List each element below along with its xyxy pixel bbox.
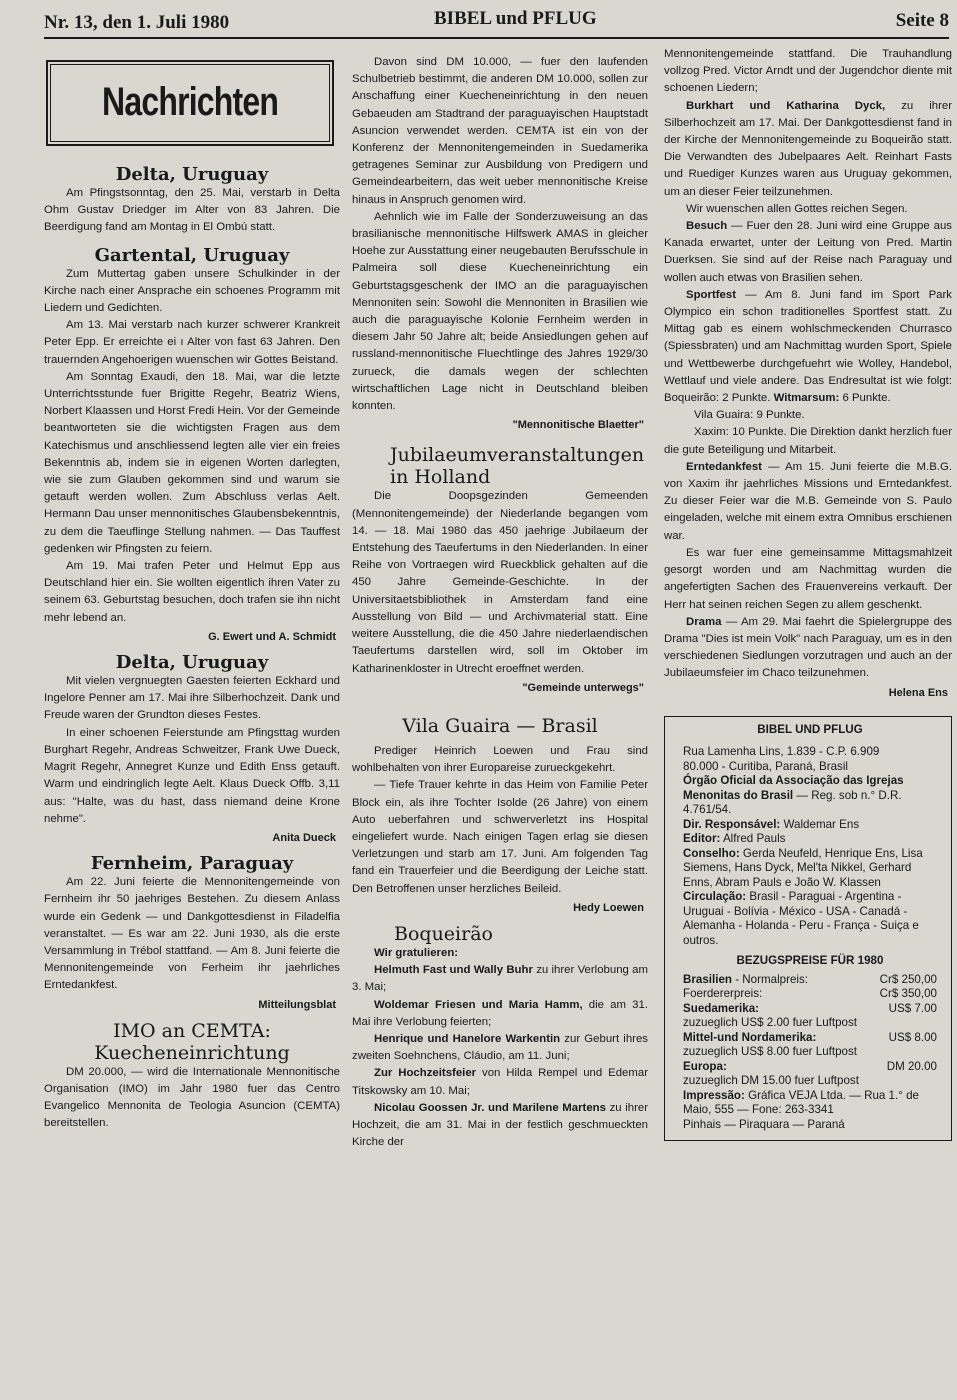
printer-label: Impressão: xyxy=(683,1088,745,1102)
article-signature: "Gemeinde unterwegs" xyxy=(522,681,644,694)
article-paragraph xyxy=(352,945,648,962)
price-value: Cr$ 250,00 xyxy=(879,972,937,986)
price-note: zuzueglich US$ 2.00 fuer Luftpost xyxy=(683,1016,858,1030)
article-paragraph xyxy=(664,614,952,683)
article-paragraph xyxy=(664,287,952,407)
article-paragraph xyxy=(664,218,952,287)
paragraph-text: 6 Punkte. xyxy=(839,392,891,405)
impressum-address: 80.000 - Curitiba, Paraná, Brasil xyxy=(683,759,848,773)
article-paragraph xyxy=(352,1100,648,1152)
article-title: Boqueirão xyxy=(394,922,493,945)
circulation-list: Brasil - Paraguai - Argentina - Uruguai - Bolívia - México - USA - Canadá - Alemanha - Holanda - Peru - França - Suiça e outros. xyxy=(683,890,919,947)
price-row xyxy=(683,973,937,988)
section-headline-box xyxy=(46,60,334,146)
price-value: Cr$ 350,00 xyxy=(879,987,937,1001)
article-signature: Hedy Loewen xyxy=(573,901,644,914)
director-name: Waldemar Ens xyxy=(780,817,860,831)
article-paragraph: Am 19. Mai trafen Peter und Helmut Epp aus Deutschland hier ein. Sie wollten eigentlich ihren Vater zu seinem 63. Geburtstag besuchen, doch trafen sie ihn nicht mehr lebend an. xyxy=(44,560,340,624)
article-paragraph: Am 13. Mai verstarb nach kurzer schwerer Krankreit Peter Epp. Er erreichte ei ı Alter von fast 63 Jahren. Den trauernden Angehoerigen wuenschen wir Gottes Beistand. xyxy=(44,319,340,366)
article-title: Delta, Uruguay xyxy=(115,164,269,185)
article-paragraph: Prediger Heinrich Loewen und Frau sind wohlbehalten von ihrer Europareise zurueckgekehrt. xyxy=(352,744,648,775)
article-title: Kuecheneinrichtung xyxy=(94,1041,290,1064)
price-row xyxy=(683,1031,937,1046)
column-1 xyxy=(44,50,340,1133)
congrats-names: Helmuth Fast und Wally Buhr xyxy=(374,964,533,977)
price-label: Mittel-und Nordamerika: xyxy=(683,1030,817,1044)
article-paragraph xyxy=(352,962,648,996)
article-signature: Helena Ens xyxy=(888,686,948,699)
paragraph-text: — Fuer den 28. Juni wird eine Gruppe aus Kanada erwartet, unter der Leitung von Pred. Martin Duerksen. Sie sind auf der Reise nach Paraguay und wollen auch etwas von Brasilien sehen. xyxy=(664,220,952,284)
organ-text: — Reg. sob n.° D.R. 4.761/54. xyxy=(683,788,902,817)
article-paragraph xyxy=(352,1065,648,1099)
congrats-names: Zur Hochzeitsfeier xyxy=(374,1067,477,1080)
article-title: Delta, Uruguay xyxy=(115,652,269,674)
article-paragraph: Vila Guaira: 9 Punkte. xyxy=(694,409,805,422)
director-label: Dir. Responsável: xyxy=(683,817,781,831)
issue-number: Nr. 13, den 1. Juli 1980 xyxy=(44,12,230,33)
price-note: zuzueglich DM 15.00 fuer Luftpost xyxy=(683,1074,859,1088)
congrats-text: von Hilda Rempel und Edemar Titskowsky am 10. Mai; xyxy=(352,1067,649,1097)
price-label: Brasilien xyxy=(683,972,732,986)
congrats-label: Wir gratulieren: xyxy=(374,946,459,959)
article-title: Gartental, Uruguay xyxy=(94,244,290,266)
price-row xyxy=(683,1002,937,1017)
impressum-address: Rua Lamenha Lins, 1.839 - C.P. 6.909 xyxy=(683,745,880,759)
impressum-box xyxy=(664,716,952,1142)
price-value: DM 20.00 xyxy=(886,1059,937,1073)
impressum-organ xyxy=(683,774,937,818)
article-title: in Holland xyxy=(390,466,491,489)
article-paragraph: Es war fuer eine gemeinsamme Mittagsmahlzeit gesorgt worden und am Nachmittag wurden die angefertigten Sachen des Frauenvereins verkauft. Der Herr hat seinen reichen Segen zu allem geschenkt. xyxy=(664,546,952,611)
circulation-label: Circulação: xyxy=(683,890,747,904)
article-title: Fernheim, Paraguay xyxy=(90,853,294,875)
article-paragraph: Mennonitengemeinde stattfand. Die Trauhandlung vollzog Pred. Victor Arndt und der Jugendchor diente mit schoenen Liedern; xyxy=(664,48,952,95)
impressum-printer-location: Pinhais — Piraquara — Paraná xyxy=(683,1117,845,1131)
article-paragraph: DM 20.000, — wird die Internationale Mennonitische Organisation (IMO) im Jahr 1980 fuer das Centro Evangelico Mennonita de Teologia Asuncion (CEMTA) bereitstellen. xyxy=(44,1065,340,1130)
article-title: Jubilaeumveranstaltungen xyxy=(390,444,645,467)
price-value: US$ 7.00 xyxy=(888,1001,937,1015)
congrats-names: Woldemar Friesen und Maria Hamm, xyxy=(374,998,583,1011)
newspaper-title: BIBEL und PFLUG xyxy=(434,8,597,29)
article-paragraph: Am 22. Juni feierte die Mennonitengemeinde von Fernheim ihr 50 jaehriges Bestehen. Zu diesem Anlass wurde ein Gedenk — und Dankgottesdienst in Filadelfia veranstaltet. — Es war am 22. Juni 1930, als die erste Versammlung in Trébol stattfand. — Am 8. Juni feierte die Mennonitengemeinde von Ferheim ihr jaehrliches Erntedankfest. xyxy=(44,876,340,992)
page-header xyxy=(44,8,949,38)
price-note: zuzueglich US$ 8.00 fuer Luftpost xyxy=(683,1045,858,1059)
organ-label: Órgão Oficial da Associação das Igrejas Menonitas do Brasil xyxy=(683,774,904,802)
impressum-editor xyxy=(683,832,937,847)
bold-lead: Witmarsum: xyxy=(773,392,840,405)
paragraph-text: — Am 29. Mai faehrt die Spielergruppe des Drama "Dies ist mein Volk" nach Paraguay, um es in den verschiedenen Siedlungen vorzutragen und auch an der Jubilaeumsfeier im Chaco teilzunehmen. xyxy=(664,615,952,680)
bold-lead: Erntedankfest xyxy=(686,460,762,473)
council-names: Gerda Neufeld, Henrique Ens, Lisa Siemens, Hans Dyck, Mel'ta Nikkel, Gerhard Enns, Abram Pauls e João W. Klassen xyxy=(683,846,923,889)
article-paragraph: Wir wuenschen allen Gottes reichen Segen. xyxy=(686,202,908,215)
congrats-text: zu ihrer Verlobung am 3. Mai; xyxy=(352,964,648,994)
article-paragraph xyxy=(352,1031,648,1065)
congrats-names: Nicolau Goossen Jr. und Marilene Martens xyxy=(374,1101,606,1114)
article-signature: G. Ewert und A. Schmidt xyxy=(208,630,336,643)
price-label: - Normalpreis: xyxy=(731,972,809,986)
paragraph-text: zu ihrer Silberhochzeit am 17. Mai. Der Dankgottesdienst fand in der Kirche der Mennonitengemeinde zu Boqueirão statt. Die Verwandten des Jubelpaares Aelt. Reinhart Fasts und Ruediger Kunzes waren aus Uruguay gekommen, um an dieser Feier teilzunehmen. xyxy=(664,99,952,198)
price-label: Suedamerika: xyxy=(683,1001,760,1015)
article-signature: Anita Dueck xyxy=(272,831,336,844)
article-paragraph xyxy=(664,459,952,545)
congrats-names: Henrique und Hanelore Warkentin xyxy=(374,1032,561,1045)
article-paragraph: Davon sind DM 10.000, — fuer den laufenden Schulbetrieb bestimmt, die anderen DM 10.000, sollen zur Anschaffung einer Kuecheneinrichtung in den neuen Gebaeuden am Stadtrand der paraguayischen Hauptstadt Asuncion verwendet werden. CEMTA ist ein von der Konferenz der Mennonitengemeinden in Suedamerika getragenes Seminar zur Ausbildung von Predigern und Gemeindearbeitern, das weit ueber mennonitische Kreise hinaus in Anspruch genomen wird. xyxy=(352,56,648,206)
article-paragraph xyxy=(352,997,648,1031)
price-label: Europa: xyxy=(683,1059,727,1073)
article-paragraph: Am Sonntag Exaudi, den 18. Mai, war die letzte Unterrichtsstunde fuer Brigitte Regehr, Beatriz Wiens, Norbert Klaassen und Horst Fredi Hein. Vor der Gemeinde beantworteten sie die wichtigsten Fragen aus dem Katechismus und anschliessend legten alle vier ein freies Bekenntnis ab, indem sie in eigenen Worten darlegten, wie sie zum Glauben gekommen sind und warum sie getauft werden wollen. Zum Abschluss verlas Aelt. Hermann Dau unser mennonitisches Glaubensbekenntnis, zu dem die Taeuflinge Stellung nahmen. — Das Tauffest gedenken wir Pfingsten zu feiern. xyxy=(44,370,340,555)
header-rule xyxy=(44,37,949,39)
impressum-circulation xyxy=(683,890,937,948)
column-3 xyxy=(664,46,952,1141)
congrats-text: zu ihrer Hochzeit, die am 31. Mai in der festlich geschmueckten Kirche der xyxy=(352,1101,648,1149)
congrats-text: die am 31. Mai ihre Verlobung feierten; xyxy=(352,998,648,1028)
price-row xyxy=(683,1060,937,1075)
price-row xyxy=(683,987,937,1002)
article-paragraph: Die Doopsgezinden Gemeenden (Mennonitengemeinde) der Niederlande begangen vom 14. — 18. Mai 1980 das 450 jaehrige Jubilaeum der Entstehung des Taeufertums in den Niederlanden. In einer Reihe von Vortraegen wird Rueckblick gehalten auf die 450 Jahre Gemeinde-Geschichte. In der Universitaetsbibliothek in Amsterdam fand eine Ausstellung von Bild — und Archivmaterial statt. Eine weitere Ausstellung, die die 450 Jahre niederlaendischen Taeufertums darstellen wird, soll im Oktober im Katharinenkloster in Utrecht eroeffnet werden. xyxy=(352,490,648,675)
paragraph-text: — Am 15. Juni feierte die M.B.G. von Xaxim ihr jaehrliches Missions und Erntedankfest. Zu dieser Feier war die M.B. Gemeinde von S. Paulo eingeladen, welche mit einem extra Omnibus erschienen war. xyxy=(664,460,952,542)
editor-label: Editor: xyxy=(683,832,721,846)
article-paragraph: Xaxim: 10 Punkte. Die Direktion dankt herzlich fuer die gute Beteiligung und Mitarbeit. xyxy=(664,426,952,456)
article-paragraph: — Tiefe Trauer kehrte in das Heim von Familie Peter Block ein, als ihre Tochter Isolde (26 Jahre) von einem Auto ueberfahren und schwerverletzt ins Hospital eingeliefert wurde. Nach einigen Tagen erlag sie diesen Verletzungen und starb am 17. Juni. Am folgenden Tag fand ein Trauerfeier und die Beerdigung der Leiche statt. Den Betroffenen unser herzliches Beileid. xyxy=(352,779,648,895)
impressum-title: BIBEL UND PFLUG xyxy=(757,722,863,736)
section-headline: Nachrichten xyxy=(101,80,279,125)
impressum-council xyxy=(683,847,937,891)
article-paragraph: Zum Muttertag gaben unsere Schulkinder in der Kirche nach einer Ansprache ein schoenes Programm mit Liedern und Gedichten. xyxy=(44,267,340,315)
congrats-text: zur Geburt ihres zweiten Soehnchens, Cláudio, am 11. Juni; xyxy=(352,1032,648,1063)
article-title: IMO an CEMTA: xyxy=(113,1019,271,1042)
bold-lead: Besuch xyxy=(686,220,728,233)
article-signature: Mitteilungsblat xyxy=(258,998,336,1011)
column-2 xyxy=(352,50,648,1151)
editor-name: Alfred Pauls xyxy=(720,832,786,846)
article-paragraph: Aehnlich wie im Falle der Sonderzuweisung an das brasilianische mennonitische Hilfswerk AMAS in gleicher Hoehe zur Ausstattung einer neugebauten Berufsschule in Palmeira soll diese Kuecheneinrichtung ein Geburtstagsgeschenk der IMO an die paraguayischen Mennoniten sein: Sowohl die Mennoniten in Brasilien wie auch die paraguayische Kolonie Fernheim werden in diesem Jahr 50 Jahre alt; beide Ansiedlungen gehen auf russland-mennonitische Fluechtlinge des Jahres 1929/30 zurueck, die damals wegen der schlechten wirtschaftlichen Lage nicht in Deutschland bleiben konnten. xyxy=(352,210,648,413)
article-paragraph: In einer schoenen Feierstunde am Pfingsttag wurden Burghart Regehr, Andreas Schweitzer, Frank Uwe Dueck, Magrit Regehr, Annegret Kunze und Edith Enss getauft. Warm und eindringlich legte Aelt. Klaus Dueck Offb. 3,11 aus: "Halte, was du hast, dass niemand deine Krone nehme". xyxy=(44,726,340,825)
impressum-director xyxy=(683,818,937,833)
price-label: Foerdererpreis: xyxy=(683,987,763,1001)
article-signature: "Mennonitische Blaetter" xyxy=(512,419,644,432)
bold-lead: Sportfest xyxy=(686,288,736,301)
article-paragraph: Am Pfingstsonntag, den 25. Mai, verstarb in Delta Ohm Gustav Driedger im Alter von 83 Jahren. Die Beerdigung fand am Montag in El Ombú statt. xyxy=(44,187,340,234)
bold-lead: Drama xyxy=(686,615,722,628)
bold-lead: Burkhart und Katharina Dyck, xyxy=(686,99,886,112)
article-paragraph: Mit vielen vergnuegten Gaesten feierten Eckhard und Ingelore Penner am 17. Mai ihre Silberhochzeit. Dank und Freude waren der Grundton dieses Festes. xyxy=(44,675,340,722)
page-number: Seite 8 xyxy=(895,10,949,31)
article-paragraph xyxy=(664,98,952,201)
impressum-printer xyxy=(683,1089,937,1118)
printer-text: Gráfica VEJA Ltda. — Rua 1.° de Maio, 555 — Fone: 263-3341 xyxy=(683,1088,919,1117)
paragraph-text: — Am 8. Juni fand im Sport Park Olympico ein schon traditionelles Sportfest statt. Zu Mittag gab es einem wohlschmeckenden Churrasco (Spiessbraten) und am Nachmittag wurden Sport, Spiele und Wettbewerbe durchgefuehrt wie Wolley, Handebol, Wettlauf und viele andere. Das Endresultat ist wie folgt: Boqueirão: 2 Punkte. xyxy=(664,288,952,405)
price-value: US$ 8.00 xyxy=(888,1030,937,1044)
article-title: Vila Guaira — Brasil xyxy=(402,714,598,737)
council-label: Conselho: xyxy=(683,846,740,860)
prices-title: BEZUGSPREISE FÜR 1980 xyxy=(736,954,884,968)
